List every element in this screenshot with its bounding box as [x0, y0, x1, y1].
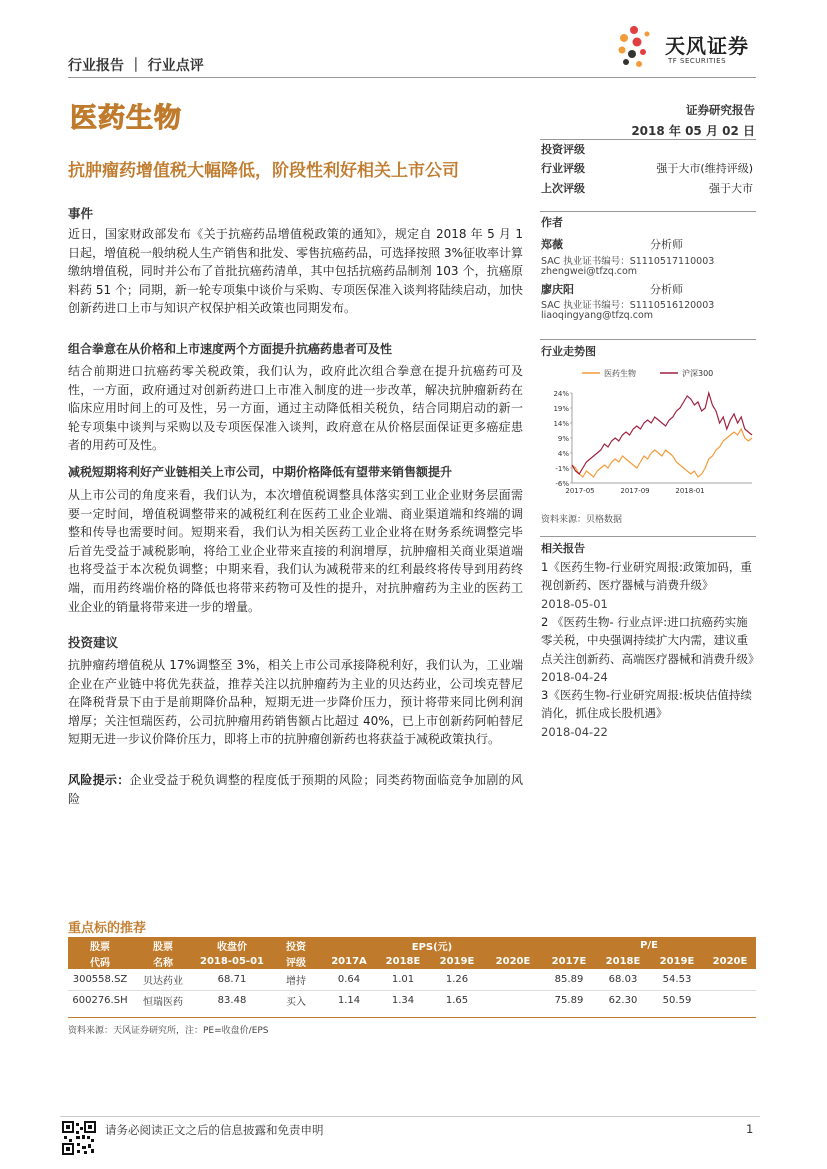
table-cell: [484, 990, 542, 1011]
author-name: 郑薇: [541, 238, 563, 251]
trend-source: 资料来源：贝格数据: [541, 515, 623, 525]
author-role: 分析师: [650, 238, 683, 251]
table-cell: 恒瑞医药: [143, 997, 183, 1009]
invest-heading: 投资建议: [68, 635, 119, 650]
body-paragraph: 从上市公司的角度来看，我们认为，本次增值税调整具体落实到工业企业财务层面需要一定时间，增值税调整带来的减税红利在医药工业企业端、商业渠道端和终端的调整和传导也需要时间。短期来看，我们认为相关医药工业企业将在财务系统调整完毕后首先受益于减税影响，将给工业企业带来直接的利润增厚，抗肿瘤相关商业渠道端也将受益于本次税负调整；中期来看，我们认为减税带来的红利最终将传导到用药终端，而用药终端价格的降低也将带来药物可及性的提升，对抗肿瘤药为主业的医药工业企业的销量将带来进一步的增量。: [68, 488, 523, 614]
author-cert: SAC 执业证书编号：S1110516120003: [541, 300, 715, 311]
footer-disclaimer[interactable]: 请务必阅读正文之后的信息披露和免责申明: [105, 1123, 324, 1137]
y-tick-label: 24%: [553, 390, 569, 398]
report-title: 抗肿瘤药增值税大幅降低，阶段性利好相关上市公司: [68, 161, 459, 181]
table-cell: 0.64: [322, 969, 376, 990]
table-cell: 600276.SH: [72, 995, 128, 1007]
section-heading: 组合拳意在从价格和上市速度两个方面提升抗癌药患者可及性: [68, 342, 393, 356]
report-date: 2018 年 05 月 02 日: [631, 124, 755, 138]
related-divider: [540, 536, 756, 537]
col-header: 2018-05-01: [194, 953, 270, 969]
page-number: 1: [746, 1122, 754, 1136]
related-report-date: 2018-04-22: [541, 724, 608, 739]
risk-label: 风险提示：: [68, 773, 130, 787]
table-cell: 1.14: [337, 995, 361, 1007]
table-cell: 1.34: [391, 995, 415, 1007]
series-line-pharma: [572, 429, 752, 477]
table-cell: 1.65: [445, 995, 469, 1007]
col-header: 2017A: [322, 953, 376, 969]
qr-code-icon: [62, 1121, 96, 1155]
related-report-item[interactable]: [541, 558, 756, 613]
table-cell: [704, 990, 756, 1011]
x-tick-label: 2018-01: [675, 487, 705, 495]
rating-value: 强于大市(维持评级): [656, 162, 753, 175]
col-header: 2019E: [650, 953, 704, 969]
rating-value: 强于大市: [709, 182, 753, 195]
table-cell: [484, 969, 542, 990]
risk-paragraph: [68, 771, 523, 808]
rating-row: [541, 180, 753, 196]
author-name: 廖庆阳: [541, 283, 574, 296]
sector-name: 医药生物: [70, 103, 182, 134]
y-tick-label: -6%: [555, 480, 569, 488]
related-report-item[interactable]: [541, 686, 756, 741]
related-report-title: 1《医药生物-行业研究周报:政策加码，重视创新药、医疗器械与消费升级》: [541, 560, 752, 593]
invest-paragraph: 抗肿瘤药增值税从 17%调整至 3%，相关上市公司承接降税利好，我们认为，工业端企业在产业链中将优先获益，推荐关注以抗肿瘤药为主业的贝达药业，公司埃克替尼在降税背景下由于是前期降价品种，短期无进一步降价压力，预计将带来同比例利润增厚；关注恒瑞医药，公司抗肿瘤用药销售额占比超过 40%，已上市创新药阿帕替尼短期无进一步议价降价压力，即将上市的抗肿瘤创新药也将获益于减税政策执行。: [68, 658, 523, 747]
legend-label: 沪深300: [682, 369, 714, 378]
table-cell: 85.89: [542, 969, 596, 990]
col-header: 股票: [68, 937, 132, 953]
logo-english: TF SECURITIES: [668, 57, 727, 65]
rating-row: [541, 160, 753, 176]
table-cell: 300558.SZ: [68, 969, 132, 990]
x-tick-label: 2017-05: [565, 487, 595, 495]
col-header: 2018E: [376, 953, 430, 969]
rating-divider: [540, 139, 756, 140]
col-header: 收盘价: [194, 937, 270, 953]
table-cell: 75.89: [554, 995, 584, 1007]
col-header: 2020E: [704, 953, 756, 969]
table-cell: 62.30: [608, 995, 638, 1007]
author-cert: SAC 执业证书编号：S1110517110003: [541, 256, 715, 267]
table-cell: 54.53: [650, 969, 704, 990]
col-header-eps: EPS(元): [322, 937, 542, 953]
table-cell: 买入: [286, 997, 306, 1009]
recommendation-table: [68, 937, 756, 1011]
table-cell: 83.48: [217, 995, 247, 1007]
series-line-hs300: [572, 393, 752, 474]
col-header: 2018E: [596, 953, 650, 969]
risk-text: 企业受益于税负调整的程度低于预期的风险；同类药物面临竞争加剧的风险: [68, 773, 523, 806]
table-row: [68, 969, 756, 990]
table-title: 重点标的推荐: [68, 921, 147, 936]
rating-key: 行业评级: [541, 162, 585, 175]
related-report-date: 2018-04-24: [541, 670, 608, 685]
header-divider: [68, 77, 756, 78]
table-cell: 增持: [270, 969, 322, 990]
body-paragraph: 结合前期进口抗癌药零关税政策，我们认为，政府此次组合拳意在提升抗癌药可及性，一方面，政府通过对创新药进口上市准入制度的进一步改革，解决抗肿瘤新药在临床应用时间上的可及性，另一方面，通过主动降低相关税负，结合同期启动的新一轮专项集中谈判与采购以及专项医保准入谈判，政府意在从价格层面保证更多癌症患者的用药可及性。: [68, 364, 523, 453]
section-heading: 减税短期将利好产业链相关上市公司，中期价格降低有望带来销售额提升: [68, 465, 453, 479]
col-header-pe: P/E: [542, 937, 756, 953]
table-cell: 68.03: [596, 969, 650, 990]
legend-label: 医药生物: [604, 369, 636, 378]
y-tick-label: 4%: [557, 450, 569, 458]
logo-name: 天风证券: [665, 34, 749, 58]
table-cell: 50.59: [662, 995, 692, 1007]
x-tick-label: 2017-09: [620, 487, 650, 495]
col-header: 代码: [68, 953, 132, 969]
table-cell: 1.01: [376, 969, 430, 990]
event-paragraph: 近日，国家财政部发布《关于抗癌药品增值税政策的通知》，规定自 2018 年 5 月 1 日起，增值税一般纳税人生产销售和批发、零售抗癌药品，可选择按照 3%征收率计算缴纳增值税，同时并公布了首批抗癌药清单，其中包括抗癌药品制剂 103 个，抗癌原料药 51 个；同期，新一轮专项集中谈价与采购、专项医保准入谈判将陆续启动，加快创新药进口上市与知识产权保护相关政策也同期发布。: [68, 227, 523, 316]
author-heading: 作者: [541, 216, 563, 229]
author-email[interactable]: zhengwei@tfzq.com: [541, 266, 638, 277]
col-header: 投资: [270, 937, 322, 953]
related-report-item[interactable]: [541, 613, 760, 687]
table-cell: 1.26: [430, 969, 484, 990]
industry-trend-chart: [540, 363, 760, 503]
table-cell: [704, 969, 756, 990]
trend-divider: [540, 339, 756, 340]
col-header: 2019E: [430, 953, 484, 969]
y-tick-label: 9%: [557, 435, 569, 443]
rating-heading: 投资评级: [541, 143, 585, 156]
col-header: 股票: [132, 937, 194, 953]
report-type: 行业报告 ｜ 行业点评: [68, 58, 204, 74]
author-email[interactable]: liaoqingyang@tfzq.com: [541, 310, 654, 321]
table-row: [68, 990, 756, 1011]
related-report-date: 2018-05-01: [541, 596, 608, 611]
footer-divider: [60, 1116, 760, 1117]
table-bottom-rule: [68, 1017, 756, 1018]
table-header-row: [68, 953, 756, 969]
trend-heading: 行业走势图: [541, 345, 596, 358]
related-heading: 相关报告: [541, 542, 585, 555]
table-cell: 68.71: [194, 969, 270, 990]
col-header: 2017E: [542, 953, 596, 969]
y-tick-label: -1%: [555, 465, 569, 473]
event-heading: 事件: [68, 206, 94, 221]
col-header: 2020E: [484, 953, 542, 969]
table-source: 资料来源：天风证券研究所，注：PE=收盘价/EPS: [68, 1026, 269, 1036]
table-cell: 贝达药业: [132, 969, 194, 990]
related-report-title: 3《医药生物-行业研究周报:板块估值持续消化，抓住成长股机遇》: [541, 688, 752, 721]
author-role: 分析师: [650, 283, 683, 296]
table-header-row: [68, 937, 756, 953]
col-header: 评级: [270, 953, 322, 969]
related-report-title: 2 《医药生物- 行业点评:进口抗癌药实施零关税，中央强调持续扩大内需，建议重点关注创新药、高端医疗器械和消费升级》: [541, 615, 760, 666]
rating-key: 上次评级: [541, 182, 585, 195]
author-divider: [540, 211, 756, 212]
col-header: 名称: [132, 953, 194, 969]
y-tick-label: 14%: [553, 420, 569, 428]
y-tick-label: 19%: [553, 405, 569, 413]
report-label: 证券研究报告: [686, 103, 755, 117]
